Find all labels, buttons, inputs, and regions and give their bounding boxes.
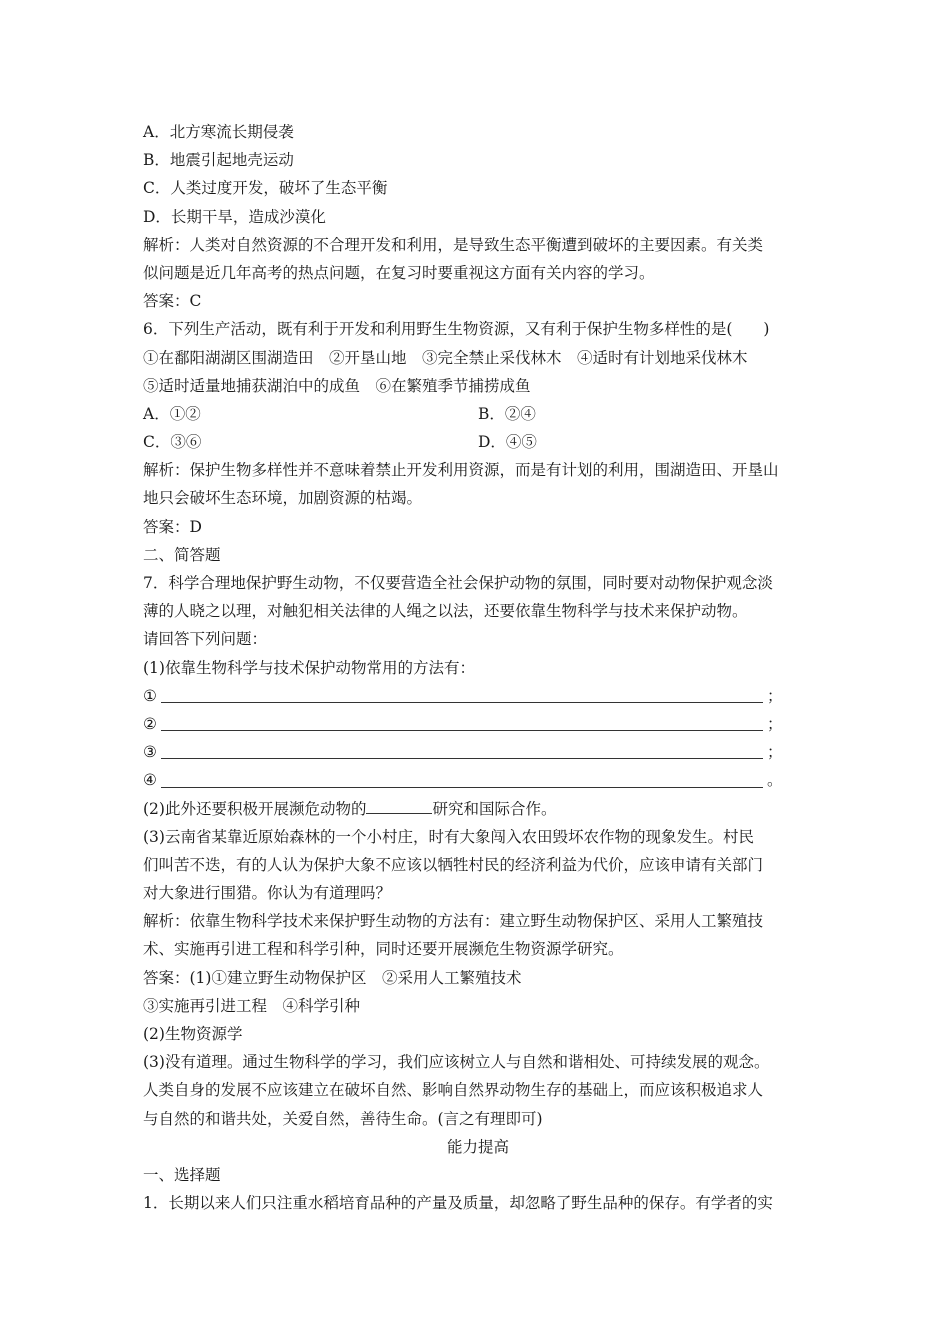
section-heading-choice: 一、选择题 <box>143 1165 221 1184</box>
section-title: 能力提高 <box>446 1137 509 1156</box>
q6-items-line: ①在鄱阳湖湖区围湖造田 ②开垦山地 ③完全禁止采伐林木 ④适时有计划地采伐林木 <box>143 348 748 367</box>
q5-option-d: D．长期干旱，造成沙漠化 <box>143 207 326 226</box>
document-content <box>143 118 813 1217</box>
q5-analysis-line: 似问题是近几年高考的热点问题，在复习时要重视这方面有关内容的学习。 <box>143 263 655 282</box>
q7-stem-line: 薄的人晓之以理，对触犯相关法律的人绳之以法，还要依靠生物科学与技术来保护动物。 <box>143 602 748 621</box>
q6-items-line: ⑤适时适量地捕获湖泊中的成鱼 ⑥在繁殖季节捕捞成鱼 <box>143 376 531 395</box>
q7-sub2-after: 研究和国际合作。 <box>432 799 557 818</box>
section-heading-short-answer: 二、简答题 <box>143 545 221 564</box>
q7-sub1: (1)依靠生物科学与技术保护动物常用的方法有： <box>143 658 475 677</box>
blank-punctuation: ； <box>767 686 783 705</box>
q5-option-a: A．北方寒流长期侵袭 <box>143 123 294 141</box>
q6-analysis-line: 解析：保护生物多样性并不意味着禁止开发利用资源，而是有计划的利用，围湖造田、开垦山 <box>143 461 779 480</box>
q7-answer-line: (3)没有道理。通过生物科学的学习，我们应该树立人与自然和谐相处、可持续发展的观念。 <box>143 1053 770 1072</box>
q5-option-b: B．地震引起地壳运动 <box>143 151 294 170</box>
blank-underline <box>161 684 763 703</box>
q7-answer-blank-1 <box>143 682 813 710</box>
blank-punctuation: 。 <box>767 771 783 790</box>
q7-sub3-line: 们叫苦不迭，有的人认为保护大象不应该以牺牲村民的经济利益为代价，应该申请有关部门 <box>143 855 764 874</box>
q7-answer-line: 与自然的和谐共处，关爱自然，善待生命。(言之有理即可) <box>143 1109 543 1128</box>
next-question-stem: 1．长期以来人们只注重水稻培育品种的产量及质量，却忽略了野生品种的保存。有学者的实 <box>143 1194 773 1213</box>
q6-option-c: C．③⑥ <box>143 433 202 452</box>
blank-punctuation: ； <box>767 714 783 733</box>
q7-answer-line: 人类自身的发展不应该建立在破坏自然、影响自然界动物生存的基础上，而应该积极追求人 <box>143 1081 764 1100</box>
fill-in-blank <box>366 797 432 814</box>
blank-underline <box>161 769 763 788</box>
q7-answer-line: 答案：(1)①建立野生动物保护区 ②采用人工繁殖技术 <box>143 968 522 987</box>
q6-analysis-line: 地只会破坏生态环境，加剧资源的枯竭。 <box>143 489 423 508</box>
q5-option-c: C．人类过度开发，破坏了生态平衡 <box>143 179 388 198</box>
blank-number: ② <box>143 714 157 733</box>
q6-option-d: D．④⑤ <box>478 433 537 452</box>
blank-number: ① <box>143 686 157 705</box>
q6-options-row <box>143 428 813 456</box>
q7-stem-line: 7．科学合理地保护野生动物，不仅要营造全社会保护动物的氛围，同时要对动物保护观念淡 <box>143 574 773 592</box>
q7-analysis-line: 解析：依靠生物科学技术来保护野生动物的方法有：建立野生动物保护区、采用人工繁殖技 <box>143 912 764 931</box>
q6-option-b: B．②④ <box>478 404 536 423</box>
q6-option-a: A．①② <box>143 404 201 423</box>
q7-sub3-line: (3)云南省某靠近原始森林的一个小村庄，时有大象闯入农田毁坏农作物的现象发生。村民 <box>143 827 754 846</box>
q6-answer: 答案：D <box>143 517 202 536</box>
q7-sub2-before: (2)此外还要积极开展濒危动物的 <box>143 799 367 818</box>
blank-underline <box>161 740 763 759</box>
q7-analysis-line: 术、实施再引进工程和科学引种，同时还要开展濒危生物资源学研究。 <box>143 940 624 959</box>
q5-answer: 答案：C <box>143 292 202 311</box>
q7-sub2 <box>143 795 813 823</box>
q6-stem: 6．下列生产活动，既有利于开发和利用野生生物资源，又有利于保护生物多样性的是( ) <box>143 320 770 339</box>
q6-options-row <box>143 400 813 428</box>
q7-answer-blank-4 <box>143 766 813 794</box>
blank-underline <box>161 712 763 731</box>
q7-answer-blank-3 <box>143 738 813 766</box>
q7-answer-line: (2)生物资源学 <box>143 1025 243 1043</box>
q7-answer-line: ③实施再引进工程 ④科学引种 <box>143 996 361 1015</box>
blank-punctuation: ； <box>767 743 783 762</box>
q7-sub3-line: 对大象进行围猎。你认为有道理吗？ <box>143 884 392 903</box>
q7-answer-blank-2 <box>143 710 813 738</box>
blank-number: ④ <box>143 771 157 790</box>
q7-stem-line: 请回答下列问题： <box>143 630 268 649</box>
blank-number: ③ <box>143 743 157 762</box>
q5-analysis-line: 解析：人类对自然资源的不合理开发和利用，是导致生态平衡遭到破坏的主要因素。有关类 <box>143 235 764 254</box>
